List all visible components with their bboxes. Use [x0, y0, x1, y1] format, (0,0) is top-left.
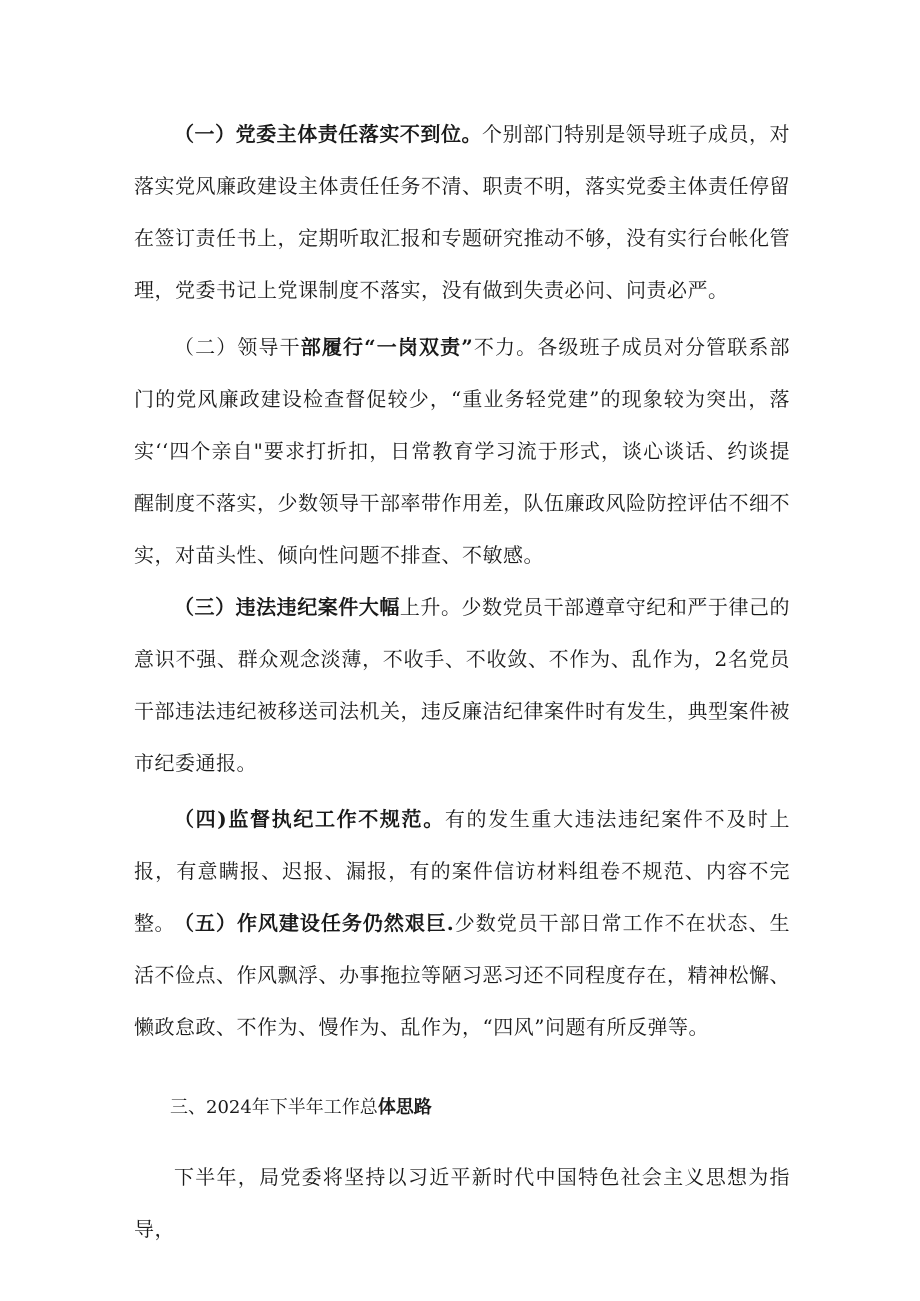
section-heading: [134, 1082, 790, 1134]
paragraph-3-lead: （三）违法违纪案件大幅: [174, 595, 400, 619]
section-heading-plain: 三、2024年下半年工作总: [170, 1097, 378, 1118]
paragraph-3-body: 上升。少数党员干部遵章守纪和严于律己的意识不强、群众观念淡薄，不收手、不收敛、不作为、乱作为，2名党员干部违法违纪被移送司法机关，违反廉洁纪律案件时有发生，典型案件被市纪委通报。: [134, 595, 791, 775]
paragraph-2-lead-plain: （二）领导干: [174, 335, 301, 359]
paragraph-2-body: 不力。各级班子成员对分管联系部门的党风廉政建设检查督促较少，“重业务轻党建”的现象较为突出，落实‘‘四个亲自"要求打折扣，日常教育学习流于形式，谈心谈话、约谈提醒制度不落实，少数领导干部率带作用差，队伍廉政风险防控评估不细不实，对苗头性、倾向性问题不排查、不敏感。: [134, 335, 791, 567]
paragraph-2-lead: 部履行“一岗双责”: [300, 335, 474, 359]
paragraph-5: [134, 897, 790, 1053]
section-heading-bold: 体思路: [377, 1097, 432, 1118]
paragraph-2: [134, 321, 790, 581]
paragraph-4-lead: （四)监督执纪工作不规范。: [174, 807, 445, 831]
paragraph-1-lead: （一）党委主体责任落实不到位。: [174, 122, 483, 146]
closing-paragraph: 下半年，局党委将坚持以习近平新时代中国特色社会主义思想为指导，: [134, 1165, 790, 1241]
paragraph-4-body: 有的发生重大违法违纪案件不及时上报，有意瞒报、迟报、漏报，有的案件信访材料组卷不规范、内容不完整。: [134, 807, 791, 935]
paragraph-5-body: 少数党员干部日常工作不在状态、生活不俭点、作风飘浮、办事拖拉等陋习恶习还不同程度存在，精神松懈、懒政怠政、不作为、慢作为、乱作为，“四风”问题有所反弹等。: [134, 911, 791, 1039]
paragraph-1-body: 个别部门特别是领导班子成员，对落实党风廉政建设主体责任任务不清、职责不明，落实党委主体责任停留在签订责任书上，定期听取汇报和专题研究推动不够，没有实行台帐化管理，党委书记上党课制度不落实，没有做到失责必问、问责必严。: [134, 122, 791, 302]
paragraph-5-lead: （五）作风建设任务仍然艰巨.: [174, 911, 455, 935]
paragraph-3: [134, 581, 790, 789]
paragraph-1: [134, 108, 790, 316]
